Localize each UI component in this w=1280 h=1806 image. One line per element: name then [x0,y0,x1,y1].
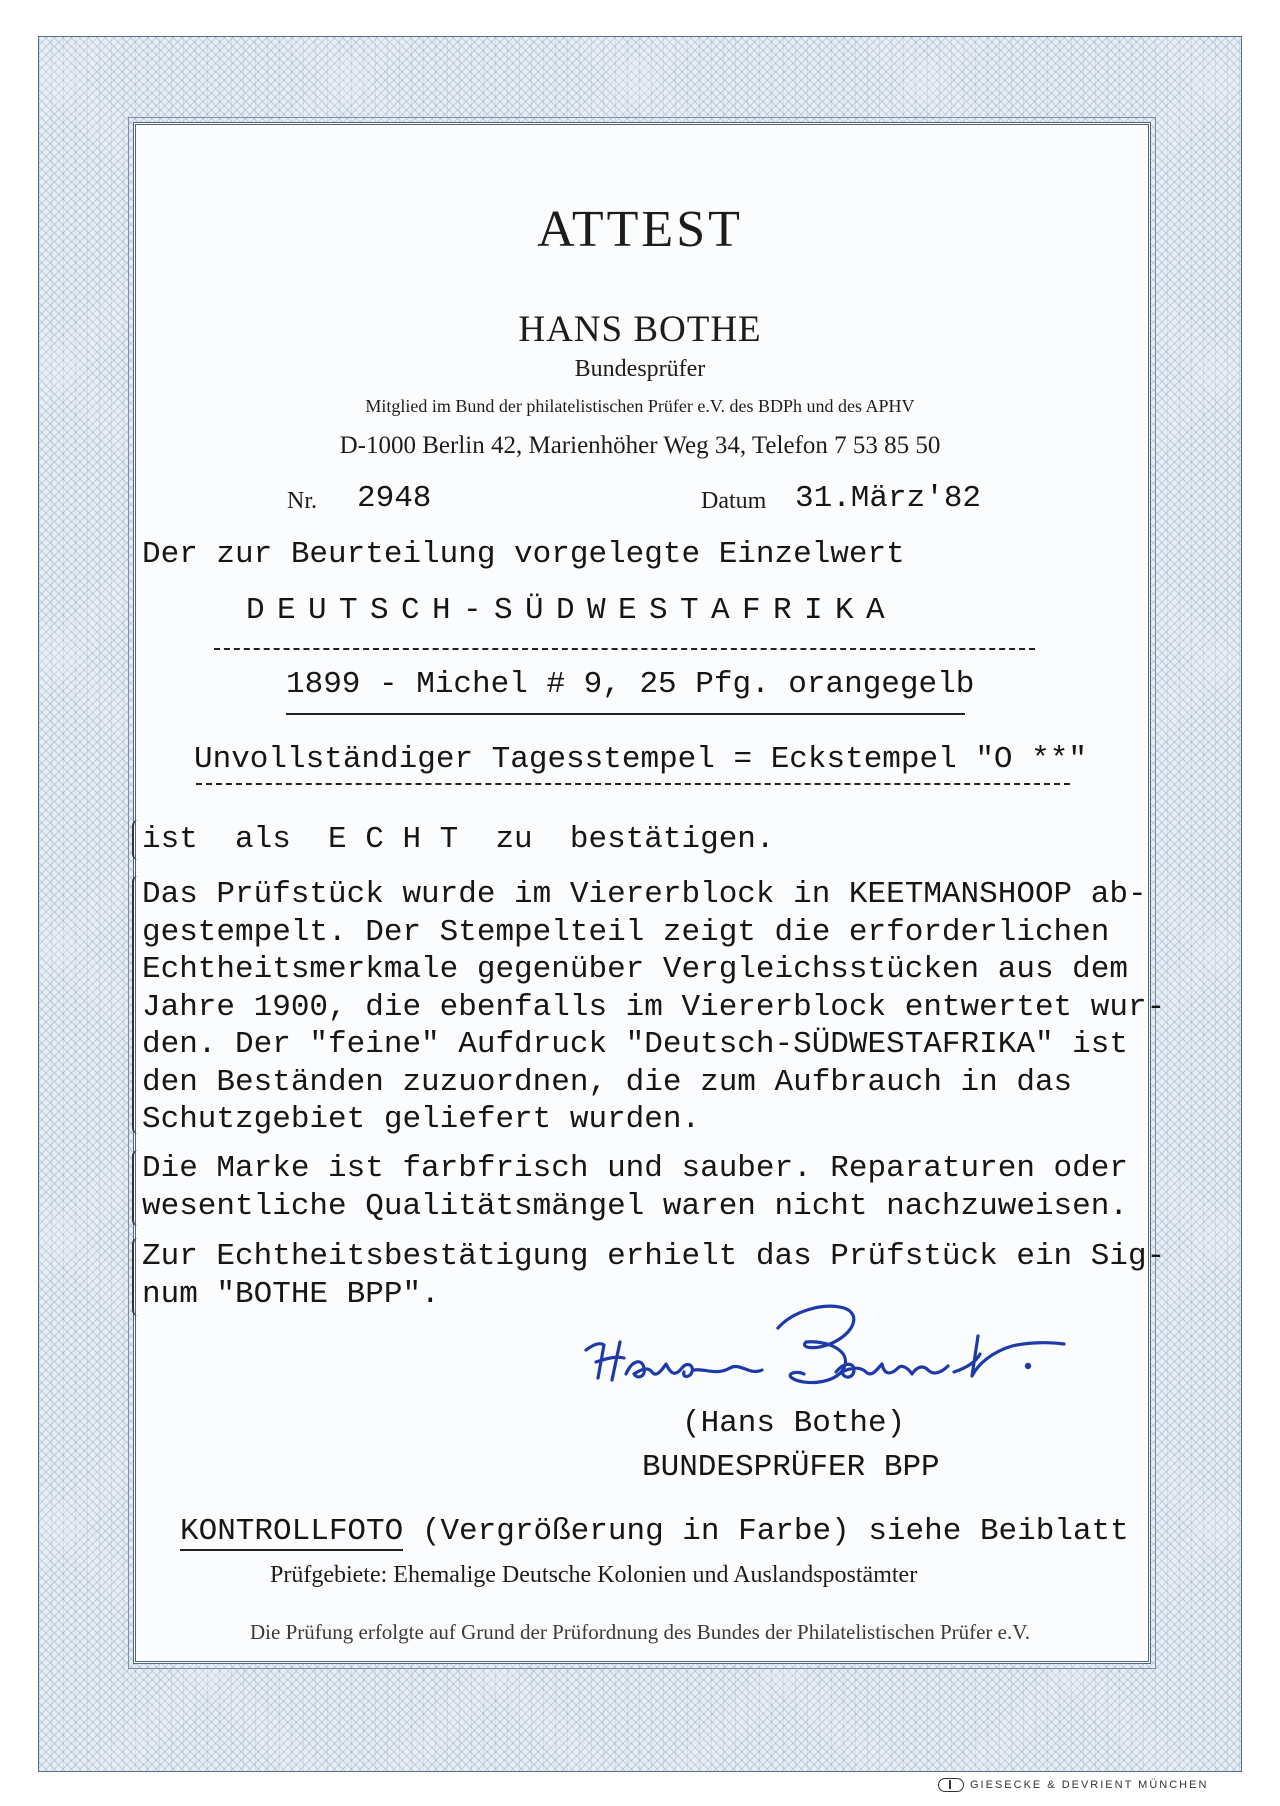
control-photo-text: (Vergrößerung in Farbe) siehe Beiblatt [403,1514,1129,1549]
address-line: D-1000 Berlin 42, Marienhöher Weg 34, Telefon 7 53 85 50 [339,432,941,459]
verdict-line: ist als E C H T zu bestätigen. [142,822,775,857]
dashed-divider [196,783,1070,785]
certificate-date: 31.März'82 [795,481,982,516]
signatory-name: (Hans Bothe) [682,1406,906,1441]
signatory-title: BUNDESPRÜFER BPP [642,1450,940,1485]
paragraph-line: den. Der "feine" Aufdruck "Deutsch-SÜDWESTAFRIKA" ist [142,1027,1128,1062]
nr-label: Nr. [287,488,317,514]
country-line: DEUTSCH-SÜDWESTAFRIKA [246,593,898,628]
dashed-divider [214,648,1035,650]
examiner-role: Bundesprüfer [574,356,706,382]
control-photo-label: KONTROLLFOTO [180,1514,404,1549]
issue-underline [286,713,965,715]
membership-line: Mitglied im Bund der philatelistischen Prüfer e.V. des BDPh und des APHV [365,396,915,416]
paragraph-line: Jahre 1900, die ebenfalls im Viererblock entwertet wur- [142,989,1166,1025]
stamp-issue-line: 1899 - Michel # 9, 25 Pfg. orangegelb [286,667,975,702]
paragraph-line: Die Marke ist farbfrisch und sauber. Reparaturen oder [142,1151,1128,1186]
paragraph-line: num "BOTHE BPP". [142,1276,440,1312]
paragraph-condition [142,1150,1128,1225]
paragraph-line: Zur Echtheitsbestätigung erhielt das Prüfstück ein Sig- [142,1239,1166,1274]
printer-name: GIESECKE & DEVRIENT MÜNCHEN [970,1778,1209,1791]
paragraph-bracket [132,820,142,860]
paragraph-line: Das Prüfstück wurde im Viererblock in KEETMANSHOOP ab- [142,877,1147,912]
paragraph-line: Echtheitsmerkmale gegenüber Vergleichsstücken aus dem [142,952,1128,987]
paragraph-line: Schutzgebiet geliefert wurden. [142,1102,701,1137]
paragraph-line: gestempelt. Der Stempelteil zeigt die erforderlichen [142,914,1110,950]
legal-footer: Die Prüfung erfolgte auf Grund der Prüfordnung des Bundes der Philatelistischen Prüfer e.V. [250,1620,1030,1644]
control-photo-note [180,1514,1129,1549]
handwritten-signature [582,1298,1066,1408]
document-title: ATTEST [537,201,743,258]
paragraph-findings [142,876,1165,1139]
paragraph-bracket [132,1238,142,1316]
cancel-type-line: Unvollständiger Tagesstempel = Eckstempel "O **" [194,742,1087,777]
printer-logo-icon [938,1778,964,1792]
paragraph-line: wesentliche Qualitätsmängel waren nicht nachzuweisen. [142,1188,1128,1224]
intro-line: Der zur Beurteilung vorgelegte Einzelwert [142,537,905,572]
paragraph-bracket [132,876,142,1134]
date-label: Datum [701,488,767,514]
paragraph-bracket [132,1150,142,1226]
printer-mark [938,1778,1208,1792]
examination-fields: Prüfgebiete: Ehemalige Deutsche Kolonien und Auslandspostämter [270,1562,918,1588]
examiner-name: HANS BOTHE [518,309,762,350]
certificate-number: 2948 [357,481,432,516]
paragraph-line: den Beständen zuzuordnen, die zum Aufbrauch in das [142,1064,1073,1100]
